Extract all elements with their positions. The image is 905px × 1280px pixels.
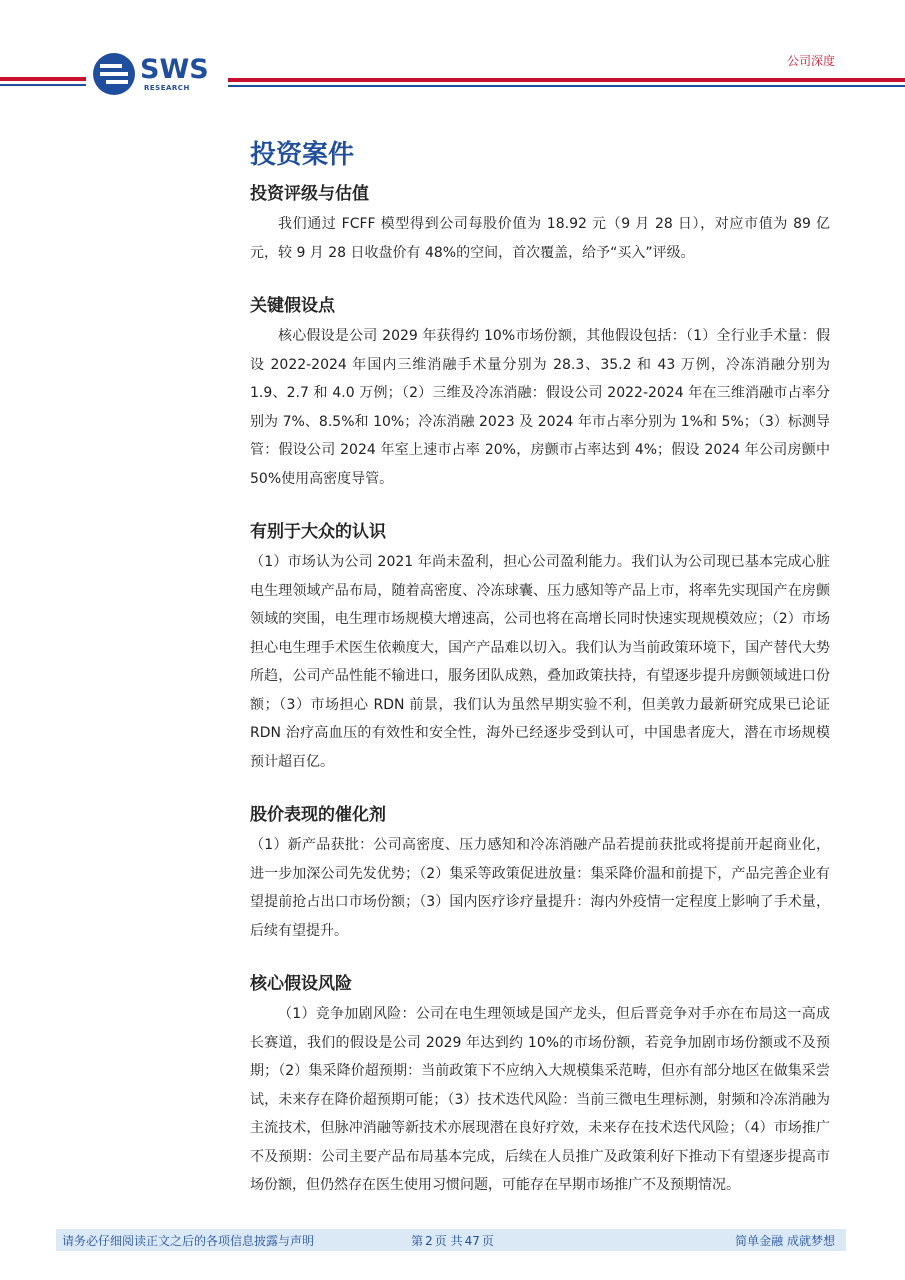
spacer [250, 776, 830, 803]
section-title: 关键假设点 [250, 296, 335, 316]
page-mid: 页 共 [434, 1234, 463, 1248]
spacer [250, 493, 830, 520]
logo-text: SWS [140, 54, 209, 85]
section-differentiated-view [250, 520, 830, 776]
section-body: 核心假设是公司 2029 年获得约 10%市场份额，其他假设包括：（1）全行业手术量：假设 2022-2024 年国内三维消融手术量分别为 28.3、35.2 和 43 万例，冷冻消融分别为 1.9、2.7 和 4.0 万例；（2）三维及冷冻消融：假设公司 2022-2024 年在三维消融市占率分别为 7%、8.5%和 10%；冷冻消融 2023 及 2024 年市占率分别为 1%和 5%；（3）标测导管：假设公司 2024 年室上速市占率 20%，房颤市占率达到 4%；假设 2024 年公司房颤中 50%使用高密度导管。 [250, 328, 830, 487]
header-rule-right [228, 78, 905, 82]
section-risks [250, 972, 830, 1200]
sws-logo-mark-icon [92, 52, 136, 96]
section-body: （1）新产品获批：公司高密度、压力感知和冷冻消融产品若提前获批或将提前开起商业化，进一步加深公司先发优势；（2）集采等政策促进放量：集采降价温和前提下，产品完善企业有望提前抢占出口市场份额；（3）国内医疗诊疗量提升：海内外疫情一定程度上影响了手术量，后续有望提升。 [250, 837, 830, 939]
section-key-assumptions [250, 294, 830, 493]
section-title: 有别于大众的认识 [250, 522, 386, 542]
page-current: 2 [425, 1234, 433, 1248]
section-catalysts [250, 803, 830, 945]
page-suffix: 页 [481, 1234, 494, 1248]
logo-subtext: RESEARCH [144, 84, 190, 92]
section-title: 投资评级与估值 [250, 184, 369, 204]
spacer [250, 945, 830, 972]
header-rule-left [0, 77, 86, 81]
section-title: 股价表现的催化剂 [250, 805, 386, 825]
section-body: 我们通过 FCFF 模型得到公司每股价值为 18.92 元（9 月 28 日），对应市值为 89 亿元，较 9 月 28 日收盘价有 48%的空间，首次覆盖，给予“买入”评级。 [250, 216, 830, 261]
section-title: 核心假设风险 [250, 974, 352, 994]
page-title: 投资案件 [250, 140, 355, 170]
section-body: （1）竞争加剧风险：公司在电生理领域是国产龙头，但后晋竞争对手亦在布局这一高成长赛道，我们的假设是公司 2029 年达到约 10%的市场份额，若竞争加剧市场份额或不及预期；（2）集采降价超预期：当前政策下不应纳入大规模集采范畴，但亦有部分地区在做集采尝试，未来存在降价超预期可能；（3）技术迭代风险：当前三微电生理标测，射频和冷冻消融为主流技术，但脉冲消融等新技术亦展现潜在良好疗效，未来存在技术迭代风险；（4）市场推广不及预期：公司主要产品布局基本完成，后续在人员推广及政策利好下推动下有望逐步提高市场份额，但仍然存在医生使用习惯问题，可能存在早期市场推广不及预期情况。 [250, 1006, 830, 1193]
header-rule-right-blue [228, 85, 905, 87]
sws-logo [92, 52, 222, 96]
spacer [250, 267, 830, 294]
report-type-label: 公司深度 [786, 54, 835, 68]
section-body: （1）市场认为公司 2021 年尚未盈利，担心公司盈利能力。我们认为公司现已基本完成心脏电生理领域产品布局，随着高密度、冷冻球囊、压力感知等产品上市，将率先实现国产在房颤领域的突围，电生理市场规模大增速高，公司也将在高增长同时快速实现规模效应；（2）市场担心电生理手术医生依赖度大，国产产品难以切入。我们认为当前政策环境下，国产替代大势所趋，公司产品性能不输进口，服务团队成熟，叠加政策扶持，有望逐步提升房颤领域进口份额；（3）市场担心 RDN 前景，我们认为虽然早期实验不利，但美敦力最新研究成果已论证 RDN 治疗高血压的有效性和安全性，海外已经逐步受到认可，中国患者庞大，潜在市场规模预计超百亿。 [250, 554, 830, 770]
header-rule-left-blue [0, 84, 86, 86]
main-content [250, 138, 830, 1200]
page-prefix: 第 [411, 1234, 424, 1248]
footer-disclaimer: 请务必仔细阅读正文之后的各项信息披露与声明 [62, 1234, 315, 1248]
footer-slogan: 简单金融 成就梦想 [735, 1234, 835, 1248]
page-total: 47 [464, 1234, 480, 1248]
section-valuation [250, 182, 830, 267]
